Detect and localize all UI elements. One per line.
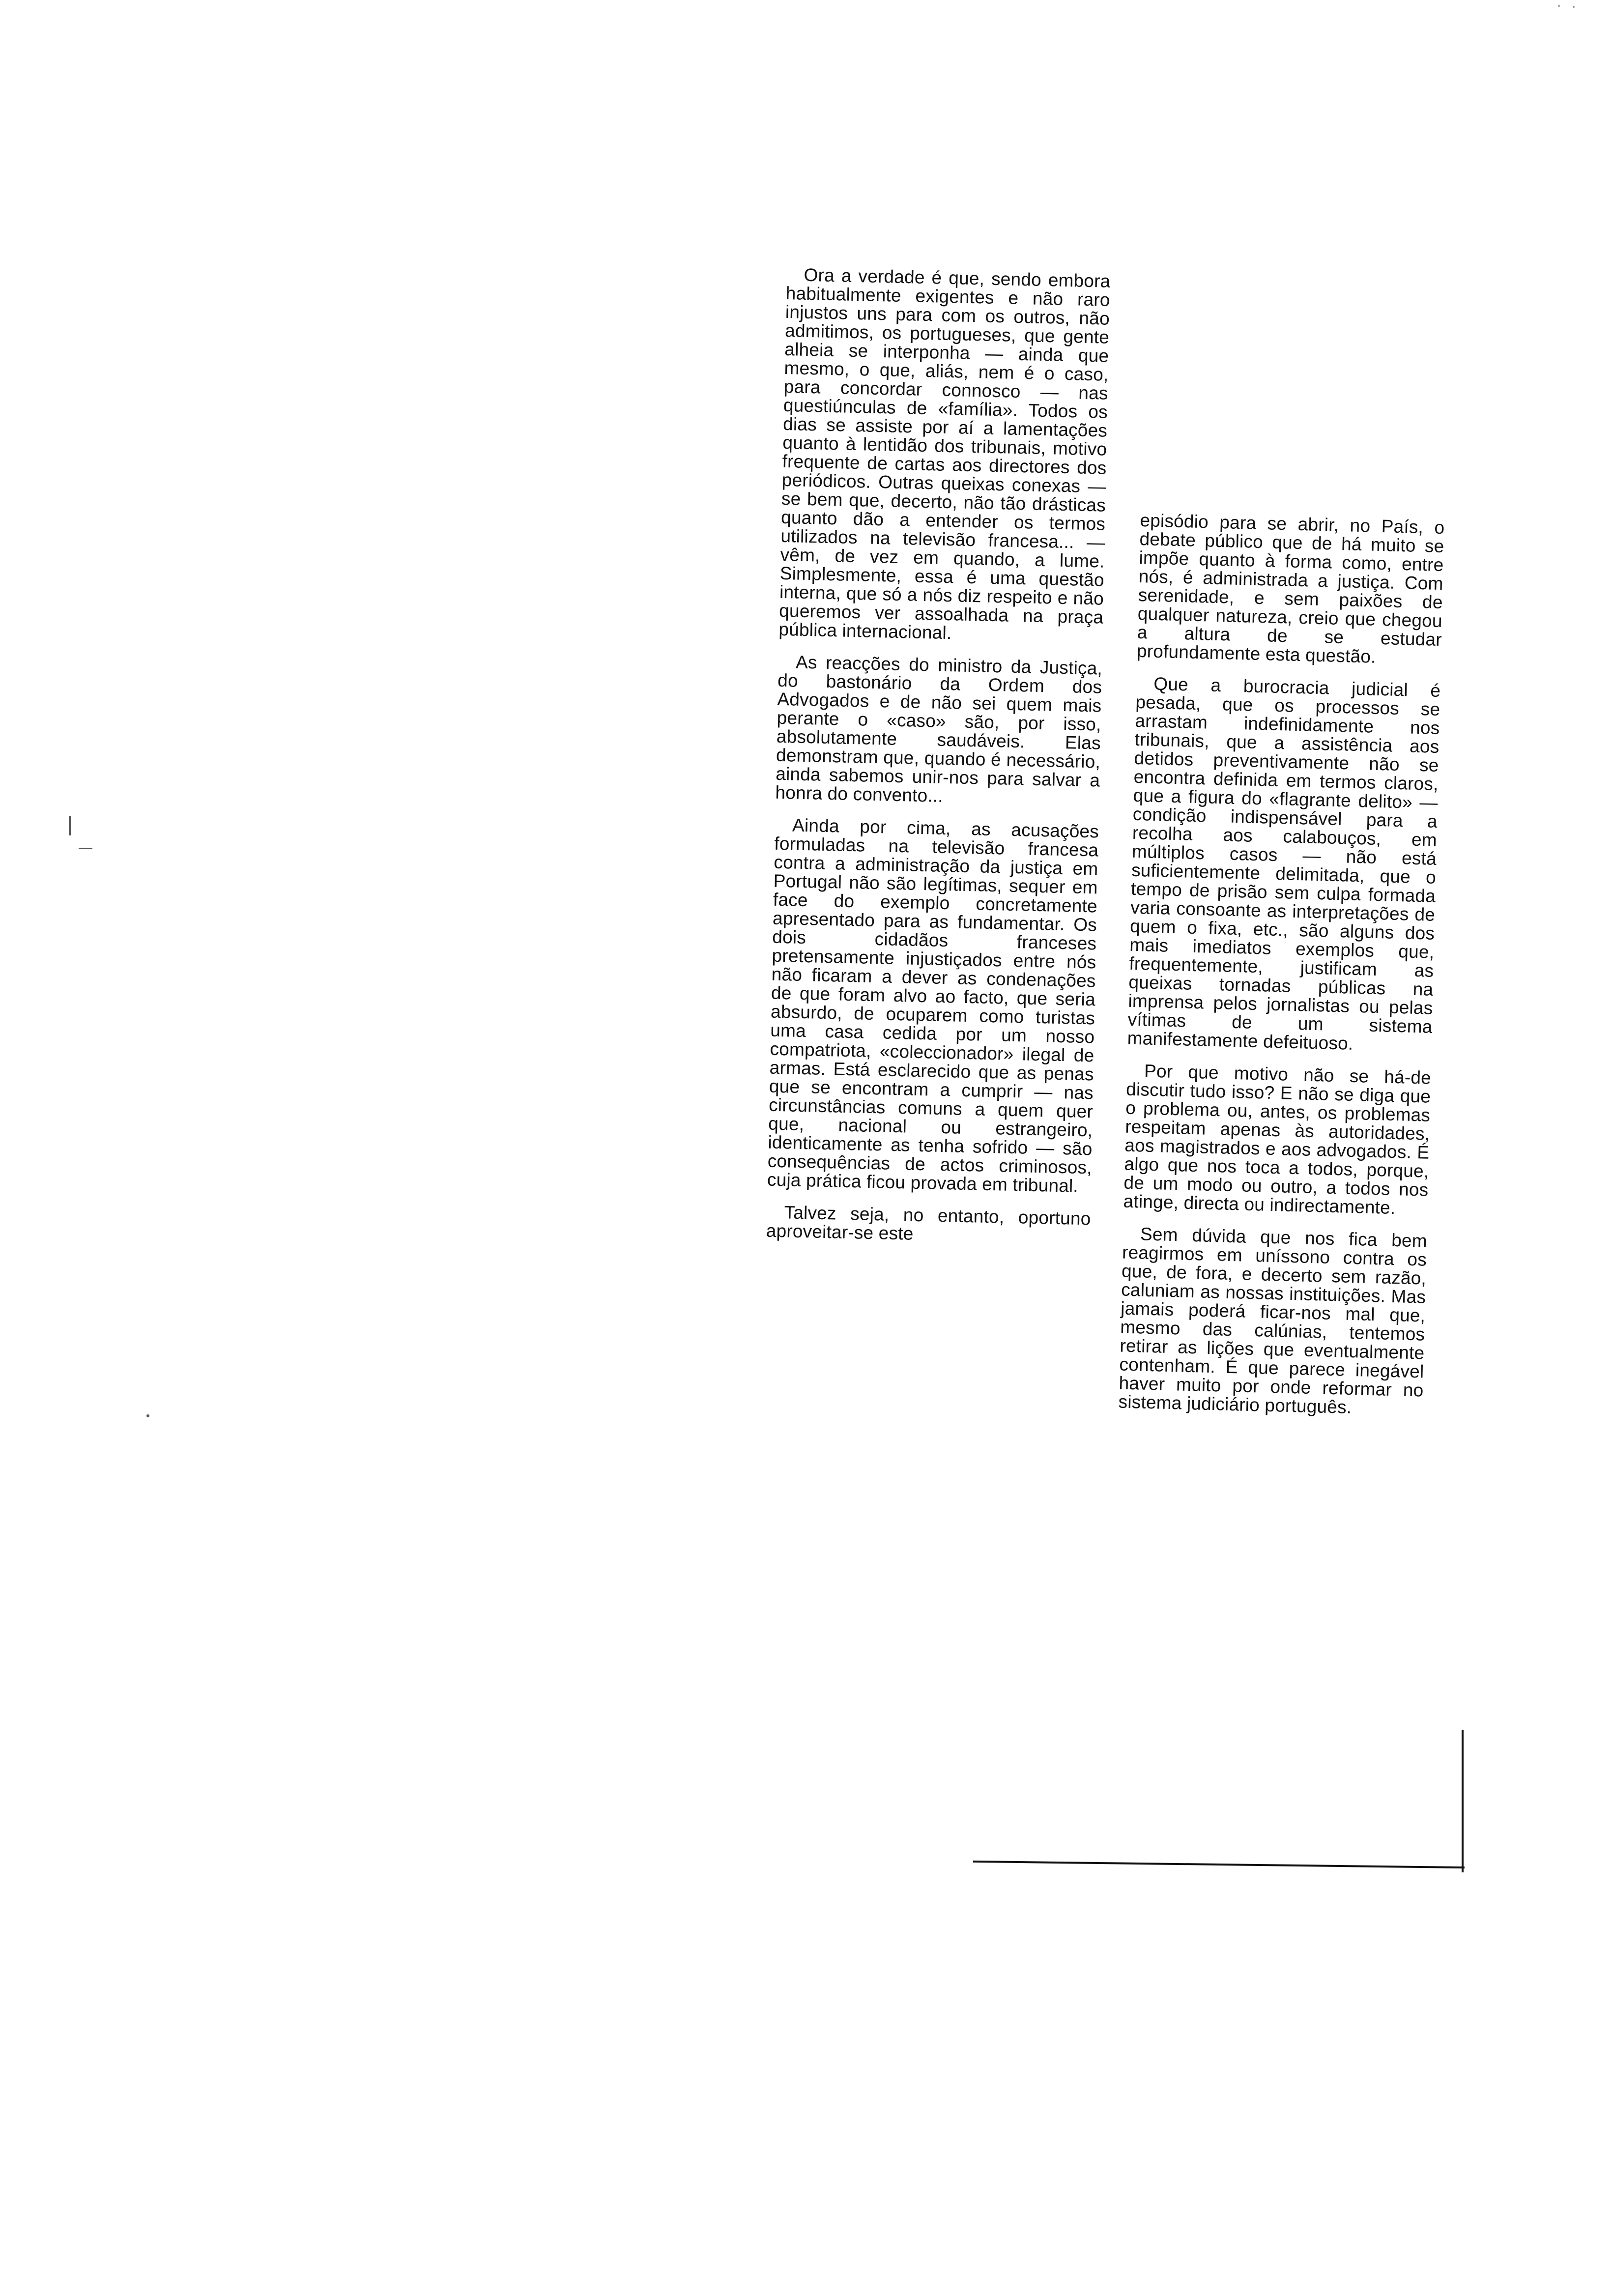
article-right-column (1118, 511, 1445, 1433)
clipping-right-border (1462, 1730, 1464, 1872)
newspaper-clipping (767, 265, 1455, 1887)
article-paragraph: Por que motivo não se há-de discutir tudo isso? E não se diga que o problema ou, antes, os problemas respeitam apenas às autoridades, aos magistrados e aos advogados. É algo que nos toca a todos, porque, de um modo ou outro, a todos nos atinge, directa ou indirectamente. (1123, 1061, 1432, 1218)
article-left-column (766, 265, 1111, 1261)
article-paragraph: Ainda por cima, as acusações formuladas na televisão francesa contra a administração da justiça em Portugal não são legítimas, sequer em face do exemplo concretamente apresentado para as fundamentar. Os dois cidadãos franceses pretensamente injustiçados entre nós não ficaram a dever as condenações de que foram alvo ao facto, que seria absurdo, de ocuparem como turistas uma casa cedida por um nosso compatriota, «coleccionador» ilegal de armas. Está esclarecido que as penas que se encontram a cumprir — nas circunstâncias comuns a quem quer que, nacional ou estrangeiro, identicamente as tenha sofrido — são consequências de actos criminosos, cuja prática ficou provada em tribunal. (767, 815, 1099, 1196)
article-paragraph: Ora a verdade é que, sendo embora habitualmente exigentes e não raro injustos uns para com os outros, não admitimos, os portugueses, que gente alheia se interponha — ainda que mesmo, o que, aliás, nem é o caso, para concordar connosco — nas questiúnculas de «família». Todos os dias se assiste por aí a lamentações quanto à lentidão dos tribunais, motivo frequente de cartas aos directores dos periódicos. Outras queixas conexas — se bem que, decerto, não tão drásticas quanto dão a entender os termos utilizados na televisão francesa... — vêm, de vez em quando, a lume. Simplesmente, essa é uma questão interna, que só a nós diz respeito e não queremos ver assoalhada na praça pública internacional. (778, 264, 1111, 643)
article-paragraph: episódio para se abrir, no País, o debate público que de há muito se impõe quanto à forma como, entre nós, é administrada a justiça. Com serenidade, e sem paixões de qualquer natureza, creio que chegou a altura de se estudar profundamente esta questão. (1136, 510, 1445, 667)
article-paragraph: Que a burocracia judicial é pesada, que os processos se arrastam indefinidamente nos tribunais, que a assistência aos detidos preventivamente não se encontra definida em termos claros, que a figura do «flagrante delito» — condição indispensável para a recolha aos calabouços, em múltiplos casos — não está suficientemente delimitada, que o tempo de prisão sem culpa formada varia consoante as interpretações de quem o fixa, etc., são alguns dos mais imediatos exemplos que, frequentemente, justificam as queixas tornadas públicas na imprensa pelos jornalistas ou pelas vítimas de um sistema manifestamente defeituoso. (1127, 673, 1441, 1054)
scan-mark (1573, 6, 1575, 8)
scan-mark (69, 816, 71, 835)
article-paragraph: As reacções do ministro da Justiça, do bastonário da Ordem dos Advogados e de não sei quem mais perante o «caso» são, por isso, absolutamente saudáveis. Elas demonstram que, quando é necessário, ainda sabemos unir-nos para salvar a honra do convento... (775, 652, 1103, 806)
clipping-bottom-border (973, 1861, 1465, 1868)
article-paragraph: Talvez seja, no entanto, oportuno aproveitar-se este (766, 1202, 1091, 1244)
scan-mark (146, 1414, 149, 1417)
scan-mark (1558, 5, 1560, 7)
article-paragraph: Sem dúvida que nos fica bem reagirmos em uníssono contra os que, de fora, e decerto sem razão, caluniam as nossas instituições. Mas jamais poderá ficar-nos mal que, mesmo das calúnias, tentemos retirar as lições que eventualmente contenham. É que parece inegável haver muito por onde reformar no sistema judiciário português. (1118, 1224, 1428, 1418)
scan-mark (79, 848, 92, 849)
